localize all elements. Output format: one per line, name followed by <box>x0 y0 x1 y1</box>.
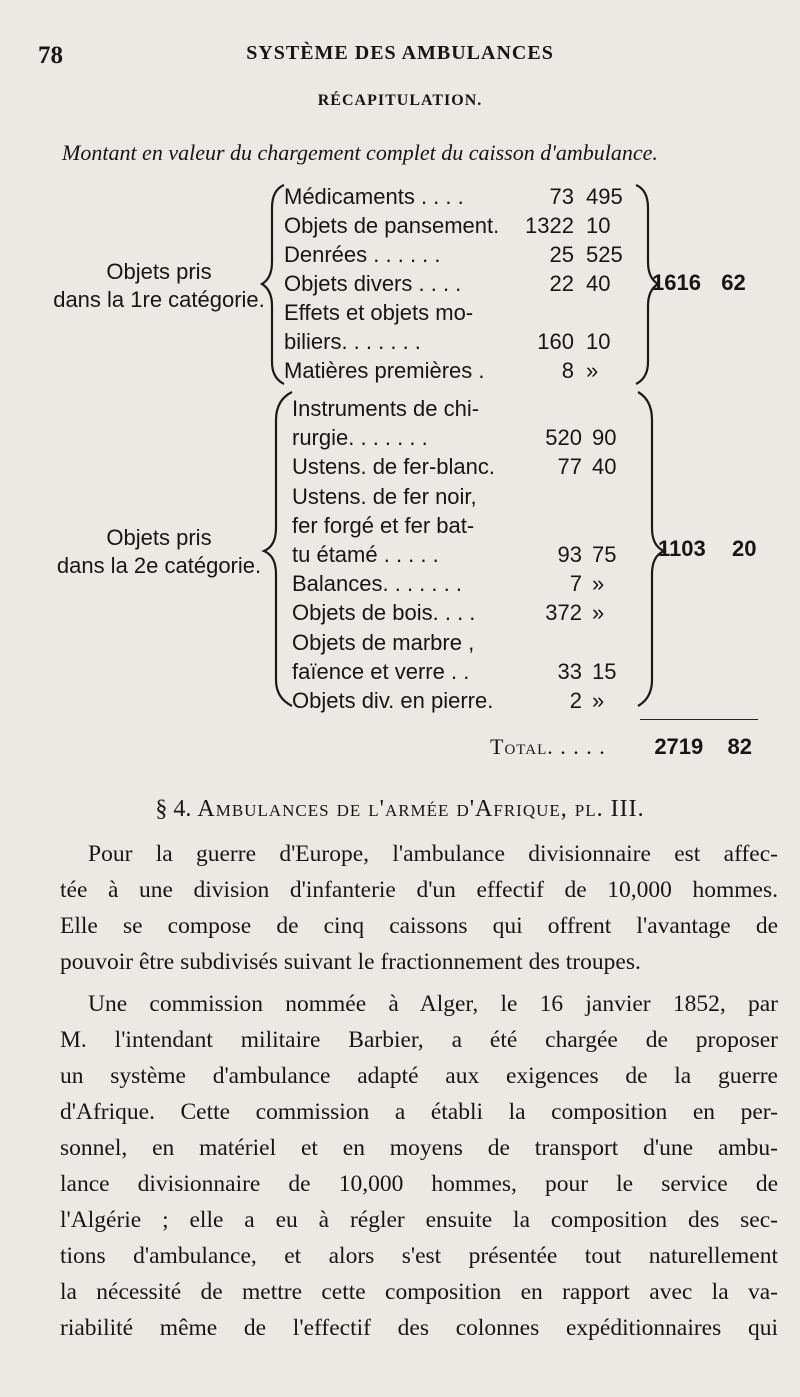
section-heading <box>0 796 800 823</box>
text-line: lance divisionnaire de 10,000 hommes, pour le service de <box>60 1171 778 1197</box>
row-cents: » <box>592 571 605 597</box>
row-cents: 90 <box>592 425 617 451</box>
total-francs: 2719 <box>654 734 704 759</box>
row-label: Ustens. de fer noir, <box>292 483 477 509</box>
group2-label-line2: dans la 2e catégorie. <box>56 553 262 578</box>
text-line: tions d'ambulance, et alors s'est présentée tout naturellement <box>60 1243 778 1269</box>
row-cents: 10 <box>586 213 611 238</box>
group1-total-francs: 1616 <box>652 270 701 295</box>
group2-right-brace <box>638 392 664 706</box>
row-cents: 15 <box>592 658 617 684</box>
intro-line: Montant en valeur du chargement complet du caisson d'ambulance. <box>62 140 658 165</box>
paragraph-1 <box>60 836 778 980</box>
row-cents: 75 <box>592 542 617 567</box>
row-label: tu étamé . . . . . <box>292 542 439 567</box>
row-cents: » <box>592 600 605 626</box>
row-cents: 495 <box>586 184 623 209</box>
text-line: sonnel, en matériel et en moyens de transport d'une ambu- <box>60 1135 778 1161</box>
text-line: pouvoir être subdivisés suivant le fractionnement des troupes. <box>60 949 641 975</box>
row-francs: 77 <box>557 454 582 480</box>
group1-total-cents: 62 <box>721 270 746 295</box>
row-francs: 1322 <box>525 213 574 238</box>
row-francs: 160 <box>537 329 574 354</box>
row-cents: 10 <box>586 329 611 354</box>
group1-right-brace <box>636 185 658 384</box>
row-francs: 372 <box>545 600 582 626</box>
row-label: Ustens. de fer-blanc. <box>292 454 495 480</box>
group1-label-line1: Objets pris <box>106 259 212 284</box>
row-francs: 22 <box>549 271 574 296</box>
text-line: l'Algérie ; elle a eu à régler ensuite la composition des sec- <box>60 1207 778 1233</box>
text-line: un système d'ambulance adapté aux exigences de la guerre <box>60 1063 778 1089</box>
running-title: SYSTÈME DES AMBULANCES <box>246 42 554 64</box>
group2-total-cents: 20 <box>731 536 757 561</box>
row-label: Médicaments . . . . <box>284 184 464 209</box>
row-label: rurgie. . . . . . . <box>292 425 428 451</box>
row-cents: » <box>586 358 599 383</box>
row-cents: 40 <box>592 454 617 480</box>
row-label: Matières premières . <box>284 358 485 383</box>
total-label: Total. . . . . <box>490 734 606 759</box>
total-rule <box>640 719 758 720</box>
total-value <box>654 734 752 760</box>
row-cents: 40 <box>586 271 611 296</box>
row-label: Balances. . . . . . . <box>292 571 462 597</box>
row-label: Objets divers . . . . <box>284 271 462 296</box>
text-line: M. l'intendant militaire Barbier, a été chargée de proposer <box>60 1027 778 1053</box>
row-francs: 7 <box>569 571 582 597</box>
row-label: biliers. . . . . . . <box>284 329 421 354</box>
group2-total-francs: 1103 <box>658 536 706 561</box>
row-francs: 2 <box>569 688 582 713</box>
text-line: d'Afrique. Cette commission a établi la composition en per- <box>60 1099 778 1125</box>
paragraph-2 <box>60 986 778 1346</box>
row-francs: 8 <box>561 358 574 383</box>
group2-left-brace <box>264 392 292 706</box>
recap-title: RÉCAPITULATION. <box>317 92 483 109</box>
group1-label-line2: dans la 1re catégorie. <box>53 287 265 312</box>
group2-label-line1: Objets pris <box>106 525 212 550</box>
row-label: fer forgé et fer bat- <box>292 512 475 538</box>
text-line: la nécessité de mettre cette composition en rapport avec la va- <box>60 1279 778 1305</box>
row-francs: 25 <box>549 242 574 267</box>
text-line: tée à une division d'infanterie d'un effectif de 10,000 hommes. <box>60 877 778 903</box>
row-label: Objets div. en pierre. <box>292 688 494 713</box>
row-francs: 33 <box>557 658 582 684</box>
row-label: Instruments de chi- <box>292 396 480 421</box>
row-francs: 93 <box>557 542 582 567</box>
grand-total <box>490 734 760 760</box>
row-francs: 73 <box>549 184 574 209</box>
text-line: riabilité même de l'effectif des colonnes expéditionnaires qui <box>60 1315 778 1341</box>
row-label: Effets et objets mo- <box>284 300 474 325</box>
text-line: Une commission nommée à Alger, le 16 janvier 1852, par <box>88 991 778 1017</box>
text-line: Elle se compose de cinq caissons qui offrent l'avantage de <box>60 913 778 939</box>
row-cents: 525 <box>586 242 623 267</box>
text-line: Pour la guerre d'Europe, l'ambulance divisionnaire est affec- <box>88 841 778 867</box>
row-cents: » <box>592 688 605 713</box>
section-title: Ambulances de l'armée d'Afrique, pl. III. <box>197 796 645 822</box>
row-francs: 520 <box>545 425 582 451</box>
group1-left-brace <box>262 185 284 384</box>
page-number: 78 <box>38 42 63 69</box>
row-label: Objets de bois. . . . <box>292 600 476 626</box>
total-cents: 82 <box>727 734 752 759</box>
section-number: § 4. <box>155 796 192 822</box>
row-label: Objets de marbre , <box>292 629 475 655</box>
row-label: Denrées . . . . . . <box>284 242 441 267</box>
row-label: Objets de pansement. <box>284 213 500 238</box>
row-label: faïence et verre . . <box>292 658 470 684</box>
